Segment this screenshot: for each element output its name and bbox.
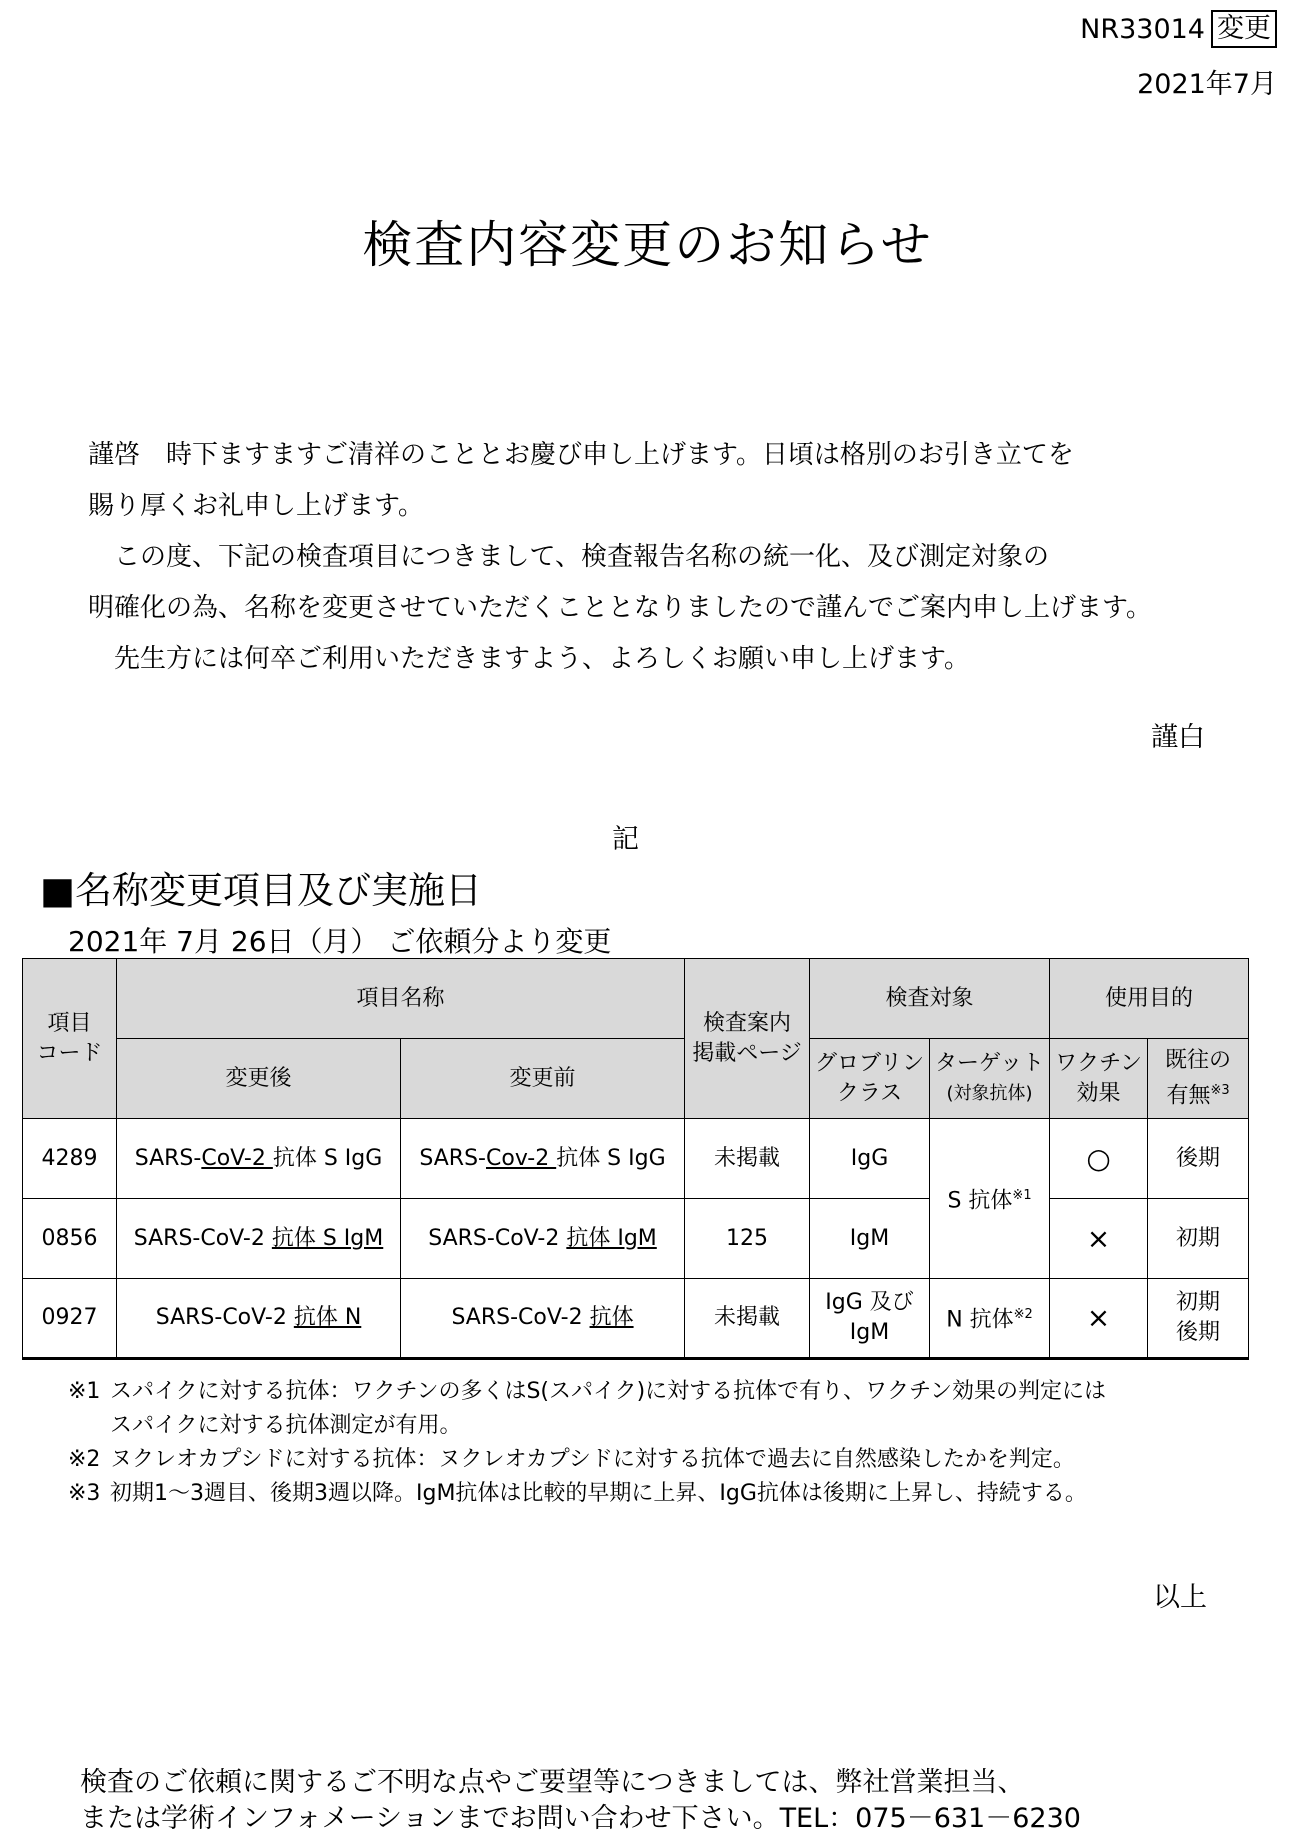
- name-changed-part: 抗体 N: [293, 1305, 362, 1330]
- name-after: [117, 1279, 401, 1359]
- header-test-target: 検査対象: [810, 959, 1050, 1039]
- footnote-mark: [68, 1409, 110, 1443]
- target-text: N 抗体: [946, 1307, 1014, 1333]
- footnote: [68, 1477, 1106, 1511]
- issue-date: 2021年7月: [1137, 69, 1277, 100]
- footnote-mark: ※2: [1013, 1307, 1033, 1323]
- name-after: [117, 1119, 401, 1199]
- history: 後期: [1148, 1119, 1249, 1199]
- body-line: 賜り厚くお礼申し上げます。: [88, 491, 424, 521]
- footnote-mark: ※3: [1210, 1082, 1230, 1098]
- header-purpose: 使用目的: [1050, 959, 1249, 1039]
- name-changed-part: 抗体: [589, 1305, 634, 1330]
- name-after: [117, 1199, 401, 1279]
- history-label-2: 有無: [1166, 1083, 1211, 1109]
- name-changed-part: Cov-2: [486, 1145, 557, 1171]
- footnote-text: ヌクレオカプシドに対する抗体：ヌクレオカプシドに対する抗体で過去に自然感染したかを判定。: [110, 1447, 1075, 1472]
- target-text: S 抗体: [947, 1188, 1013, 1214]
- change-items-table: [22, 958, 1249, 1360]
- body-line: この度、下記の検査項目につきまして、検査報告名称の統一化、及び測定対象の: [88, 542, 1049, 572]
- target-n-antibody: [930, 1279, 1050, 1359]
- header-target-antibody: [930, 1039, 1050, 1119]
- document-number: [1080, 10, 1277, 48]
- ki-marker: 記: [612, 824, 639, 855]
- footnote-mark: ※1: [68, 1379, 101, 1404]
- table-row: [23, 1279, 1249, 1359]
- page-title: 検査内容変更のお知らせ: [362, 216, 933, 274]
- item-code: 0927: [23, 1279, 117, 1359]
- header-vaccine: ワクチン 効果: [1050, 1039, 1148, 1119]
- name-before: [401, 1199, 685, 1279]
- header-history: [1148, 1039, 1249, 1119]
- vaccine-effect: ×: [1050, 1199, 1148, 1279]
- doc-number-text: NR33014: [1080, 13, 1205, 45]
- implementation-date: 2021年 7月 26日（月） ご依頼分より変更: [68, 925, 612, 958]
- name-part: 抗体 S IgG: [556, 1145, 666, 1171]
- name-part: 抗体 S IgG: [272, 1145, 383, 1171]
- name-before: [401, 1279, 685, 1359]
- globulin-class: IgM: [810, 1199, 930, 1279]
- name-part: SARS-: [419, 1145, 486, 1171]
- header-item-name: 項目名称: [117, 959, 685, 1039]
- footnote: [68, 1375, 1106, 1409]
- name-changed-part: CoV-2: [201, 1145, 273, 1171]
- letter-body: [88, 430, 1238, 685]
- name-part: SARS-CoV-2: [428, 1225, 567, 1251]
- item-code: 4289: [23, 1119, 117, 1199]
- header-after: 変更後: [117, 1039, 401, 1119]
- contact-footer: [80, 1765, 1081, 1837]
- globulin-class: IgG: [810, 1119, 930, 1199]
- history-label: 既往の: [1165, 1047, 1232, 1073]
- history: 初期 後期: [1148, 1279, 1249, 1359]
- end-marker: 以上: [1153, 1582, 1207, 1613]
- header-guide-page: 検査案内 掲載ページ: [685, 959, 810, 1119]
- body-line: 先生方には何卒ご利用いただきますよう、よろしくお願い申し上げます。: [88, 644, 970, 674]
- footnote-text: スパイクに対する抗体測定が有用。: [110, 1413, 462, 1438]
- footnote-mark: ※3: [68, 1481, 101, 1506]
- vaccine-effect: ×: [1050, 1279, 1148, 1359]
- globulin-class: IgG 及び IgM: [810, 1279, 930, 1359]
- footnote-text: スパイクに対する抗体：ワクチンの多くはS(スパイク)に対する抗体で有り、ワクチン効果の判定には: [110, 1379, 1107, 1404]
- footnote: [68, 1409, 1106, 1443]
- header-before: 変更前: [401, 1039, 685, 1119]
- item-code: 0856: [23, 1199, 117, 1279]
- table-row: [23, 1119, 1249, 1199]
- name-changed-part: 抗体 S IgM: [271, 1225, 384, 1251]
- name-before: [401, 1119, 685, 1199]
- name-part: SARS-CoV-2: [451, 1305, 590, 1330]
- header-globulin: グロブリン クラス: [810, 1039, 930, 1119]
- target-antibody-label: ターゲット: [934, 1050, 1045, 1076]
- vaccine-effect: ○: [1050, 1119, 1148, 1199]
- guide-page: 125: [685, 1199, 810, 1279]
- body-line: 謹啓 時下ますますご清祥のこととお慶び申し上げます。日頃は格別のお引き立てを: [88, 440, 1074, 470]
- closing-word: 謹白: [1151, 722, 1205, 753]
- name-part: SARS-: [134, 1145, 202, 1171]
- target-antibody-sub: (対象抗体): [946, 1082, 1033, 1104]
- table-row: [23, 1199, 1249, 1279]
- header-item-code: 項目 コード: [23, 959, 117, 1119]
- footer-line: 検査のご依頼に関するご不明な点やご要望等につきましては、弊社営業担当、: [80, 1767, 1025, 1798]
- footnote: [68, 1443, 1106, 1477]
- guide-page: 未掲載: [685, 1119, 810, 1199]
- section-heading: ■名称変更項目及び実施日: [40, 869, 482, 912]
- body-line: 明確化の為、名称を変更させていただくこととなりましたので謹んでご案内申し上げます。: [88, 593, 1152, 623]
- name-changed-part: 抗体 IgM: [566, 1225, 657, 1251]
- target-s-antibody: [930, 1119, 1050, 1279]
- footnote-mark: ※2: [68, 1447, 101, 1472]
- footnotes: [68, 1375, 1106, 1511]
- name-part: SARS-CoV-2: [155, 1305, 294, 1330]
- history: 初期: [1148, 1199, 1249, 1279]
- footnote-mark: ※1: [1012, 1187, 1032, 1203]
- footnote-text: 初期1～3週目、後期3週以降。IgM抗体は比較的早期に上昇、IgG抗体は後期に上昇し、持続する。: [110, 1481, 1087, 1506]
- footer-line: または学術インフォメーションまでお問い合わせ下さい。TEL：075－631－6230: [80, 1803, 1081, 1834]
- name-part: SARS-CoV-2: [133, 1225, 272, 1251]
- change-badge: 変更: [1211, 10, 1277, 48]
- guide-page: 未掲載: [685, 1279, 810, 1359]
